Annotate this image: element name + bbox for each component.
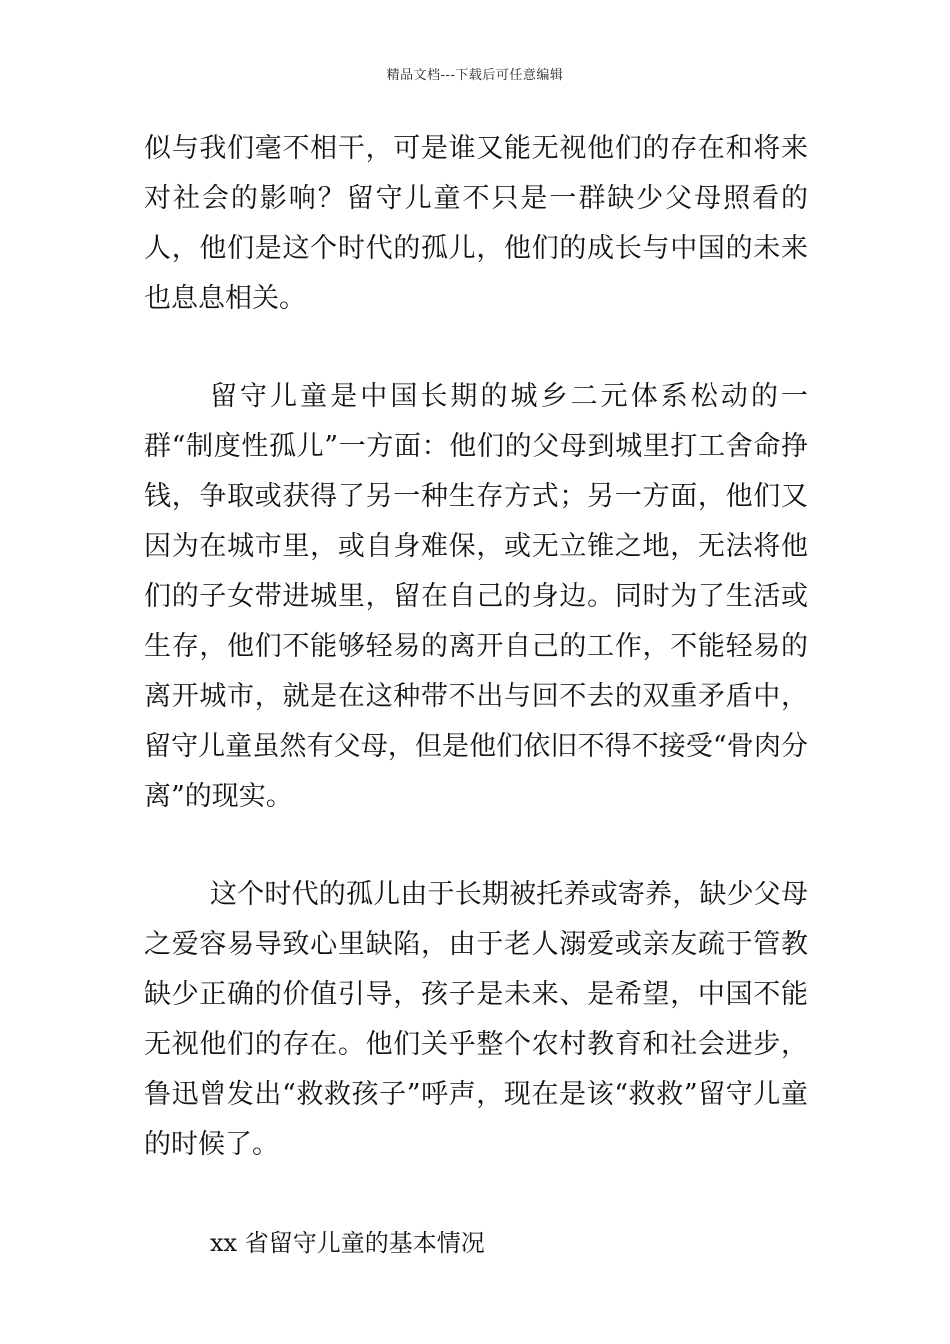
paragraph-gap [144,324,808,372]
section-heading: xx 省留守儿童的基本情况 [210,1229,485,1257]
page-header: 精品文档---下载后可任意编辑 [386,68,564,83]
paragraph-3: 这个时代的孤儿由于长期被托养或寄养，缺少父母之爱容易导致心里缺陷，由于老人溺爱或亲友疏于管教缺少正确的价值引导，孩子是未来、是希望，中国不能无视他们的存在。他们关乎整个农村教育和社会进步，鲁迅曾发出“救救孩子”呼声，现在是该“救救”留守儿童的时候了。 [144,879,808,1160]
paragraph-gap [144,1170,808,1218]
paragraph-2: 留守儿童是中国长期的城乡二元体系松动的一群“制度性孤儿”一方面：他们的父母到城里打工舍命挣钱，争取或获得了另一种生存方式；另一方面，他们又因为在城市里，或自身难保，或无立锥之地，无法将他们的子女带进城里，留在自己的身边。同时为了生活或生存，他们不能够轻易的离开自己的工作，不能轻易的离开城市，就是在这种带不出与回不去的双重矛盾中，留守儿童虽然有父母，但是他们依旧不得不接受“骨肉分离”的现实。 [144,381,808,812]
paragraph-1: 似与我们毫不相干，可是谁又能无视他们的存在和将来对社会的影响？留守儿童不只是一群缺少父母照看的人，他们是这个时代的孤儿，他们的成长与中国的未来也息息相关。 [144,133,808,314]
paragraph-gap [144,822,808,870]
document-body [144,124,808,1268]
